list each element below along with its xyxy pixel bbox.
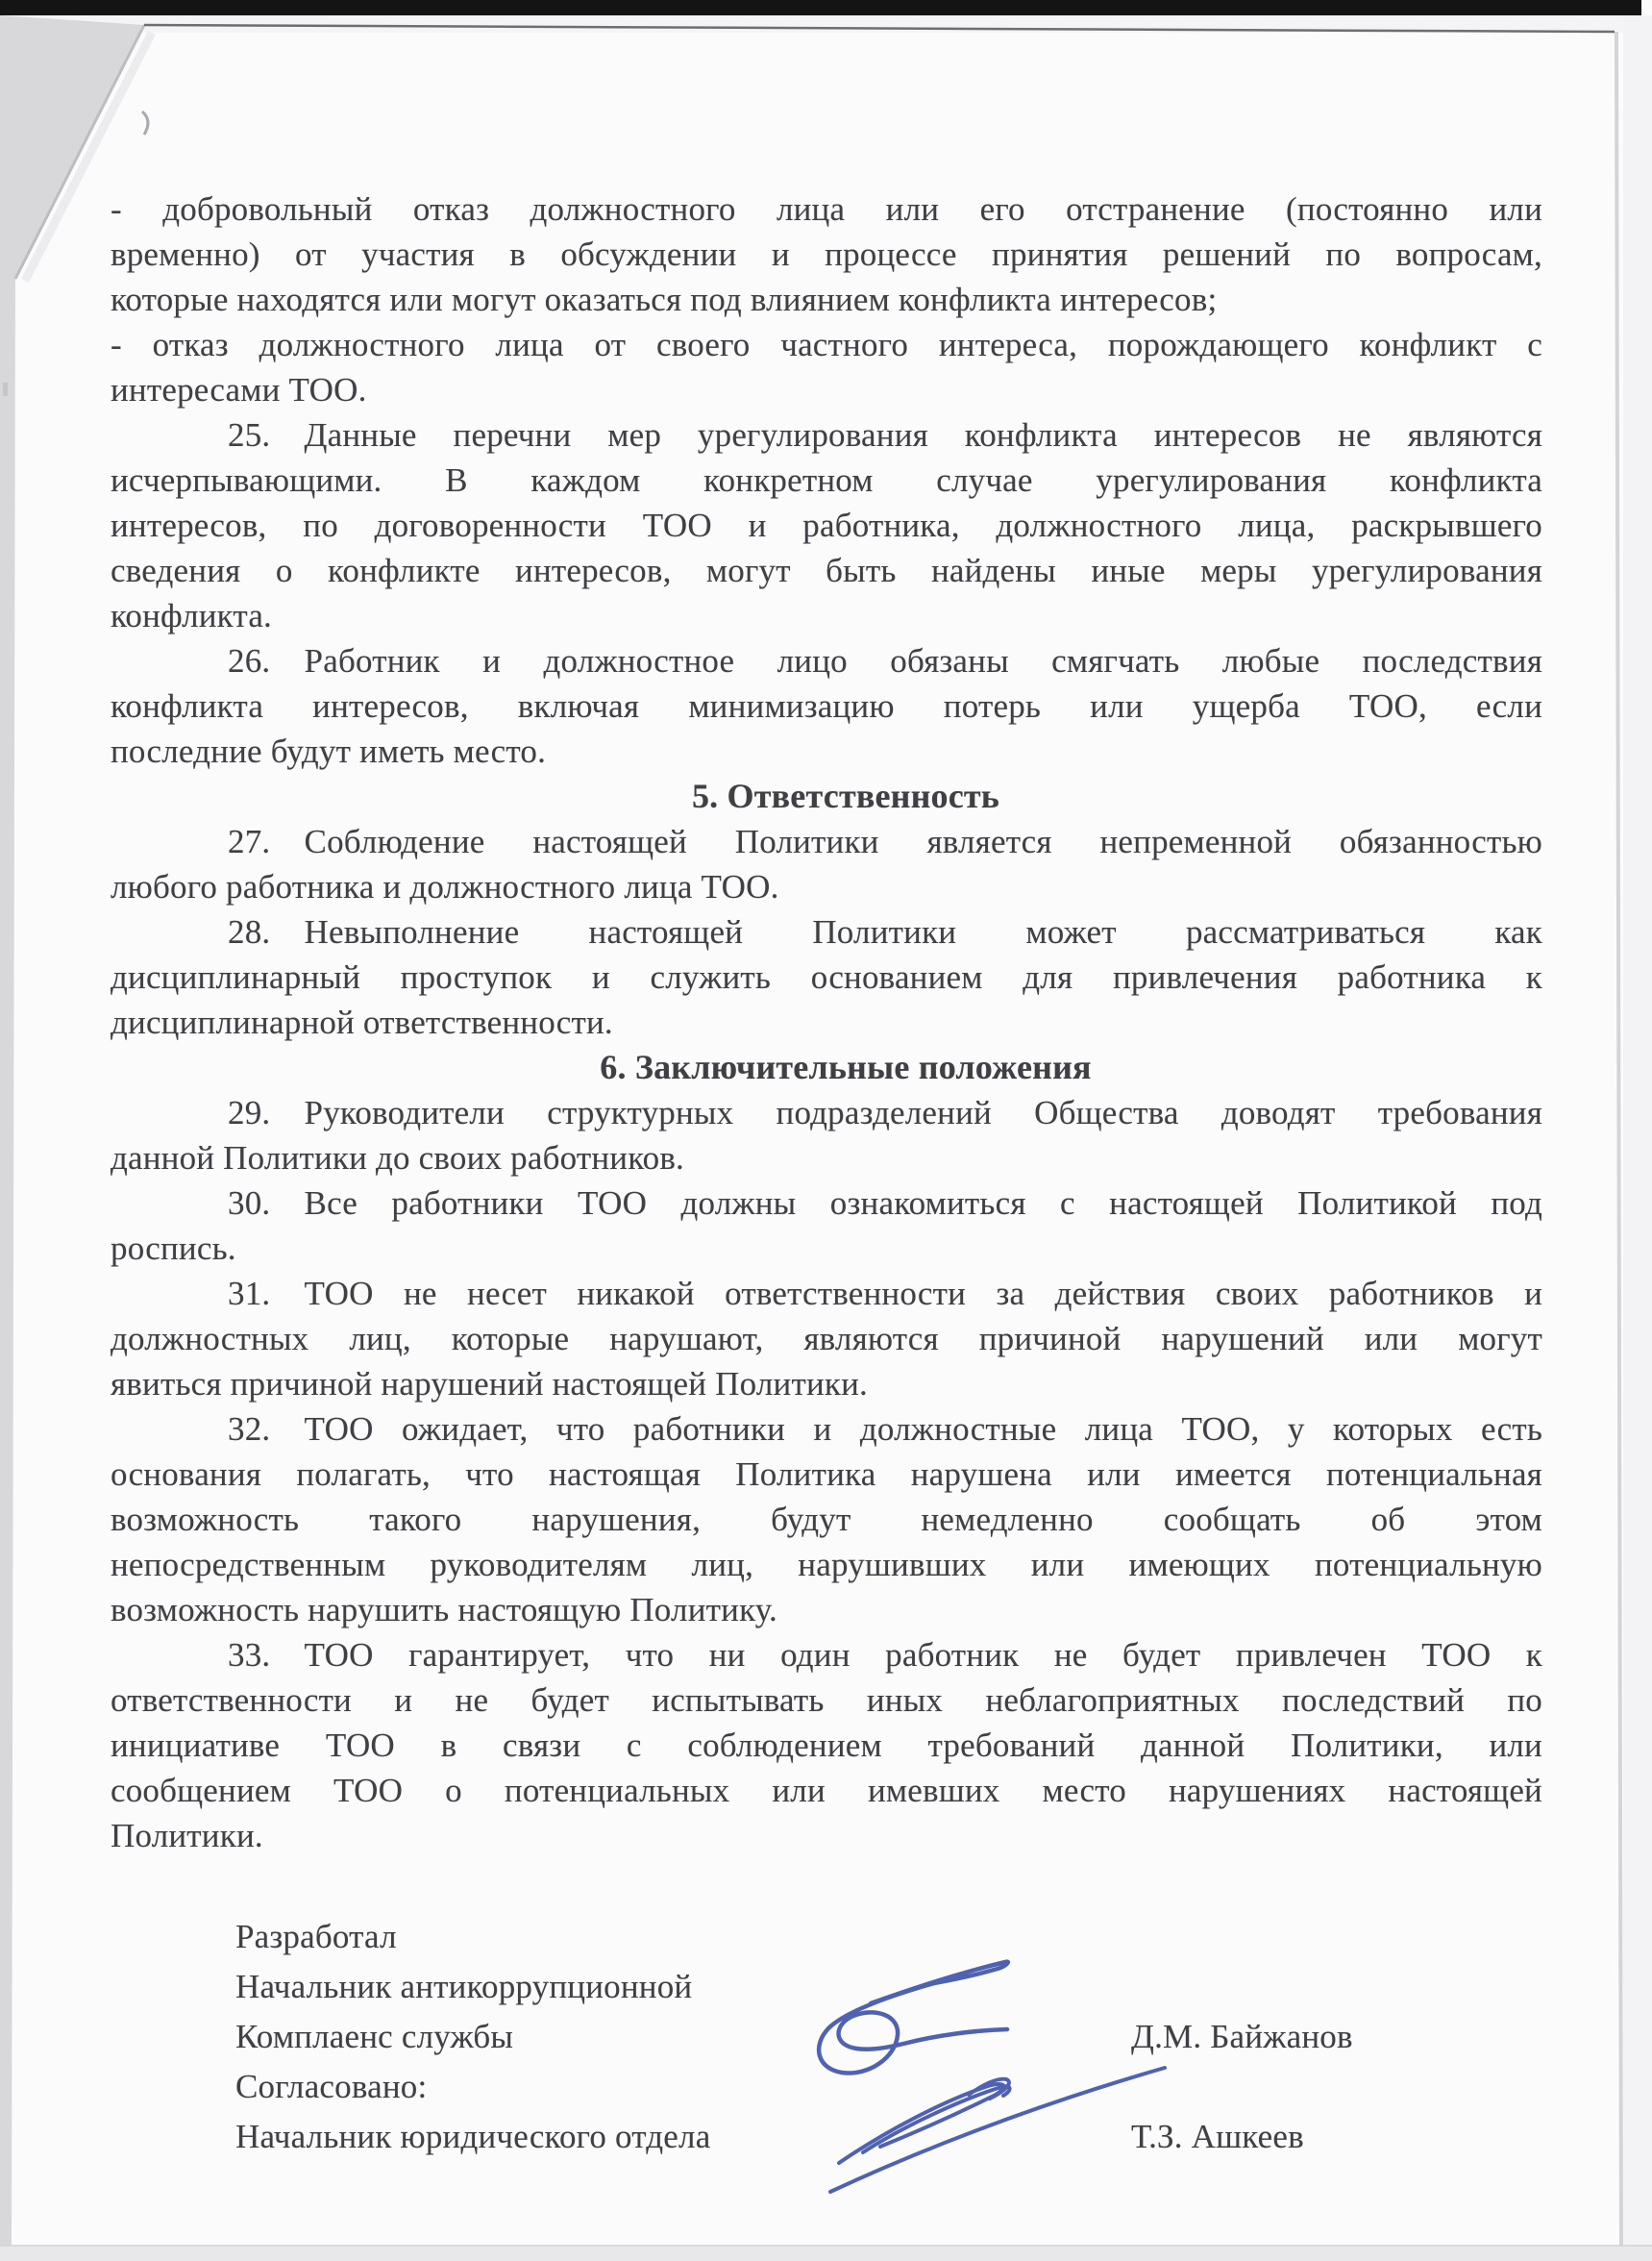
section-heading-final-provisions: 6. Заключительные положения xyxy=(600,1048,1092,1086)
page-right-edge xyxy=(1616,32,1621,2246)
paragraph-31: 31. ТОО не несет никакой ответственности за действия своих работников и должностных лиц, которые нарушают, являются причиной нарушений или могут явиться причиной нарушений настоящей Политики. xyxy=(111,1275,1542,1403)
paragraph-32: 32. ТОО ожидает, что работники и должностные лица ТОО, у которых есть основания полагать, что настоящая Политика нарушена или имеется потенциальная возможность такого нарушения, будут немедленно сообщать об этом непосредственным руководителям лиц, нарушивших или имеющих потенциальную возможность нарушить настоящую Политику. xyxy=(111,1410,1542,1628)
document-body xyxy=(111,186,1542,2229)
paragraph-28: 28. Невыполнение настоящей Политики может рассматриваться как дисциплинарный проступок и служить основанием для привлечения работника к дисциплинарной ответственности. xyxy=(111,913,1542,1041)
bullet-voluntary-refusal: - добровольный отказ должностного лица или его отстранение (постоянно или временно) от участия в обсуждении и процессе принятия решений по вопросам, которые находятся или могут оказаться под влиянием конфликта интересов; xyxy=(111,190,1542,318)
developed-signer-name: Д.М. Байжанов xyxy=(1131,2018,1353,2055)
paragraph-27: 27. Соблюдение настоящей Политики является непременной обязанностью любого работника и должностного лица ТОО. xyxy=(111,823,1542,906)
section-heading-responsibility: 5. Ответственность xyxy=(691,777,1000,815)
scanner-edge-bar xyxy=(0,0,1641,15)
developed-label: Разработал xyxy=(235,1918,397,1955)
bullet-private-interest-refusal: - отказ должностного лица от своего частного интереса, порождающего конфликт с интересами ТОО. xyxy=(111,326,1542,409)
bottom-strip xyxy=(0,2246,1652,2261)
signoff-block xyxy=(111,1912,1542,2229)
paragraph-33: 33. ТОО гарантирует, что ни один работник не будет привлечен ТОО к ответственности и не будет испытывать иных неблагоприятных последствий по инициативе ТОО в связи с соблюдением требований данной Политики, или сообщением ТОО о потенциальных или имевших место нарушениях настоящей Политики. xyxy=(111,1636,1542,1854)
paragraph-26: 26. Работник и должностное лицо обязаны смягчать любые последствия конфликта интересов, включая минимизацию потерь или ущерба ТОО, если последние будут иметь место. xyxy=(111,642,1542,770)
paragraph-25: 25. Данные перечни мер урегулирования конфликта интересов не являются исчерпывающими. В каждом конкретном случае урегулирования конфликта интересов, по договоренности ТОО и работника, должностного лица, раскрывшего сведения о конфликте интересов, могут быть найдены иные меры урегулирования конфликта. xyxy=(111,416,1542,634)
right-scanner-strip xyxy=(1623,15,1652,2261)
agreed-signer-name: Т.З. Ашкеев xyxy=(1131,2118,1304,2155)
left-edge-speck xyxy=(3,383,8,396)
paragraph-29: 29. Руководители структурных подразделений Общества доводят требования данной Политики до своих работников. xyxy=(111,1094,1542,1177)
developed-role-line-2: Комплаенс службы xyxy=(235,2018,514,2055)
paragraph-30: 30. Все работники ТОО должны ознакомиться с настоящей Политикой под роспись. xyxy=(111,1184,1542,1267)
scan-speck xyxy=(142,112,148,135)
agreed-role-line-1: Начальник юридического отдела xyxy=(235,2118,711,2155)
agreed-label: Согласовано: xyxy=(235,2068,428,2105)
developed-role-line-1: Начальник антикоррупционной xyxy=(235,1968,693,2005)
